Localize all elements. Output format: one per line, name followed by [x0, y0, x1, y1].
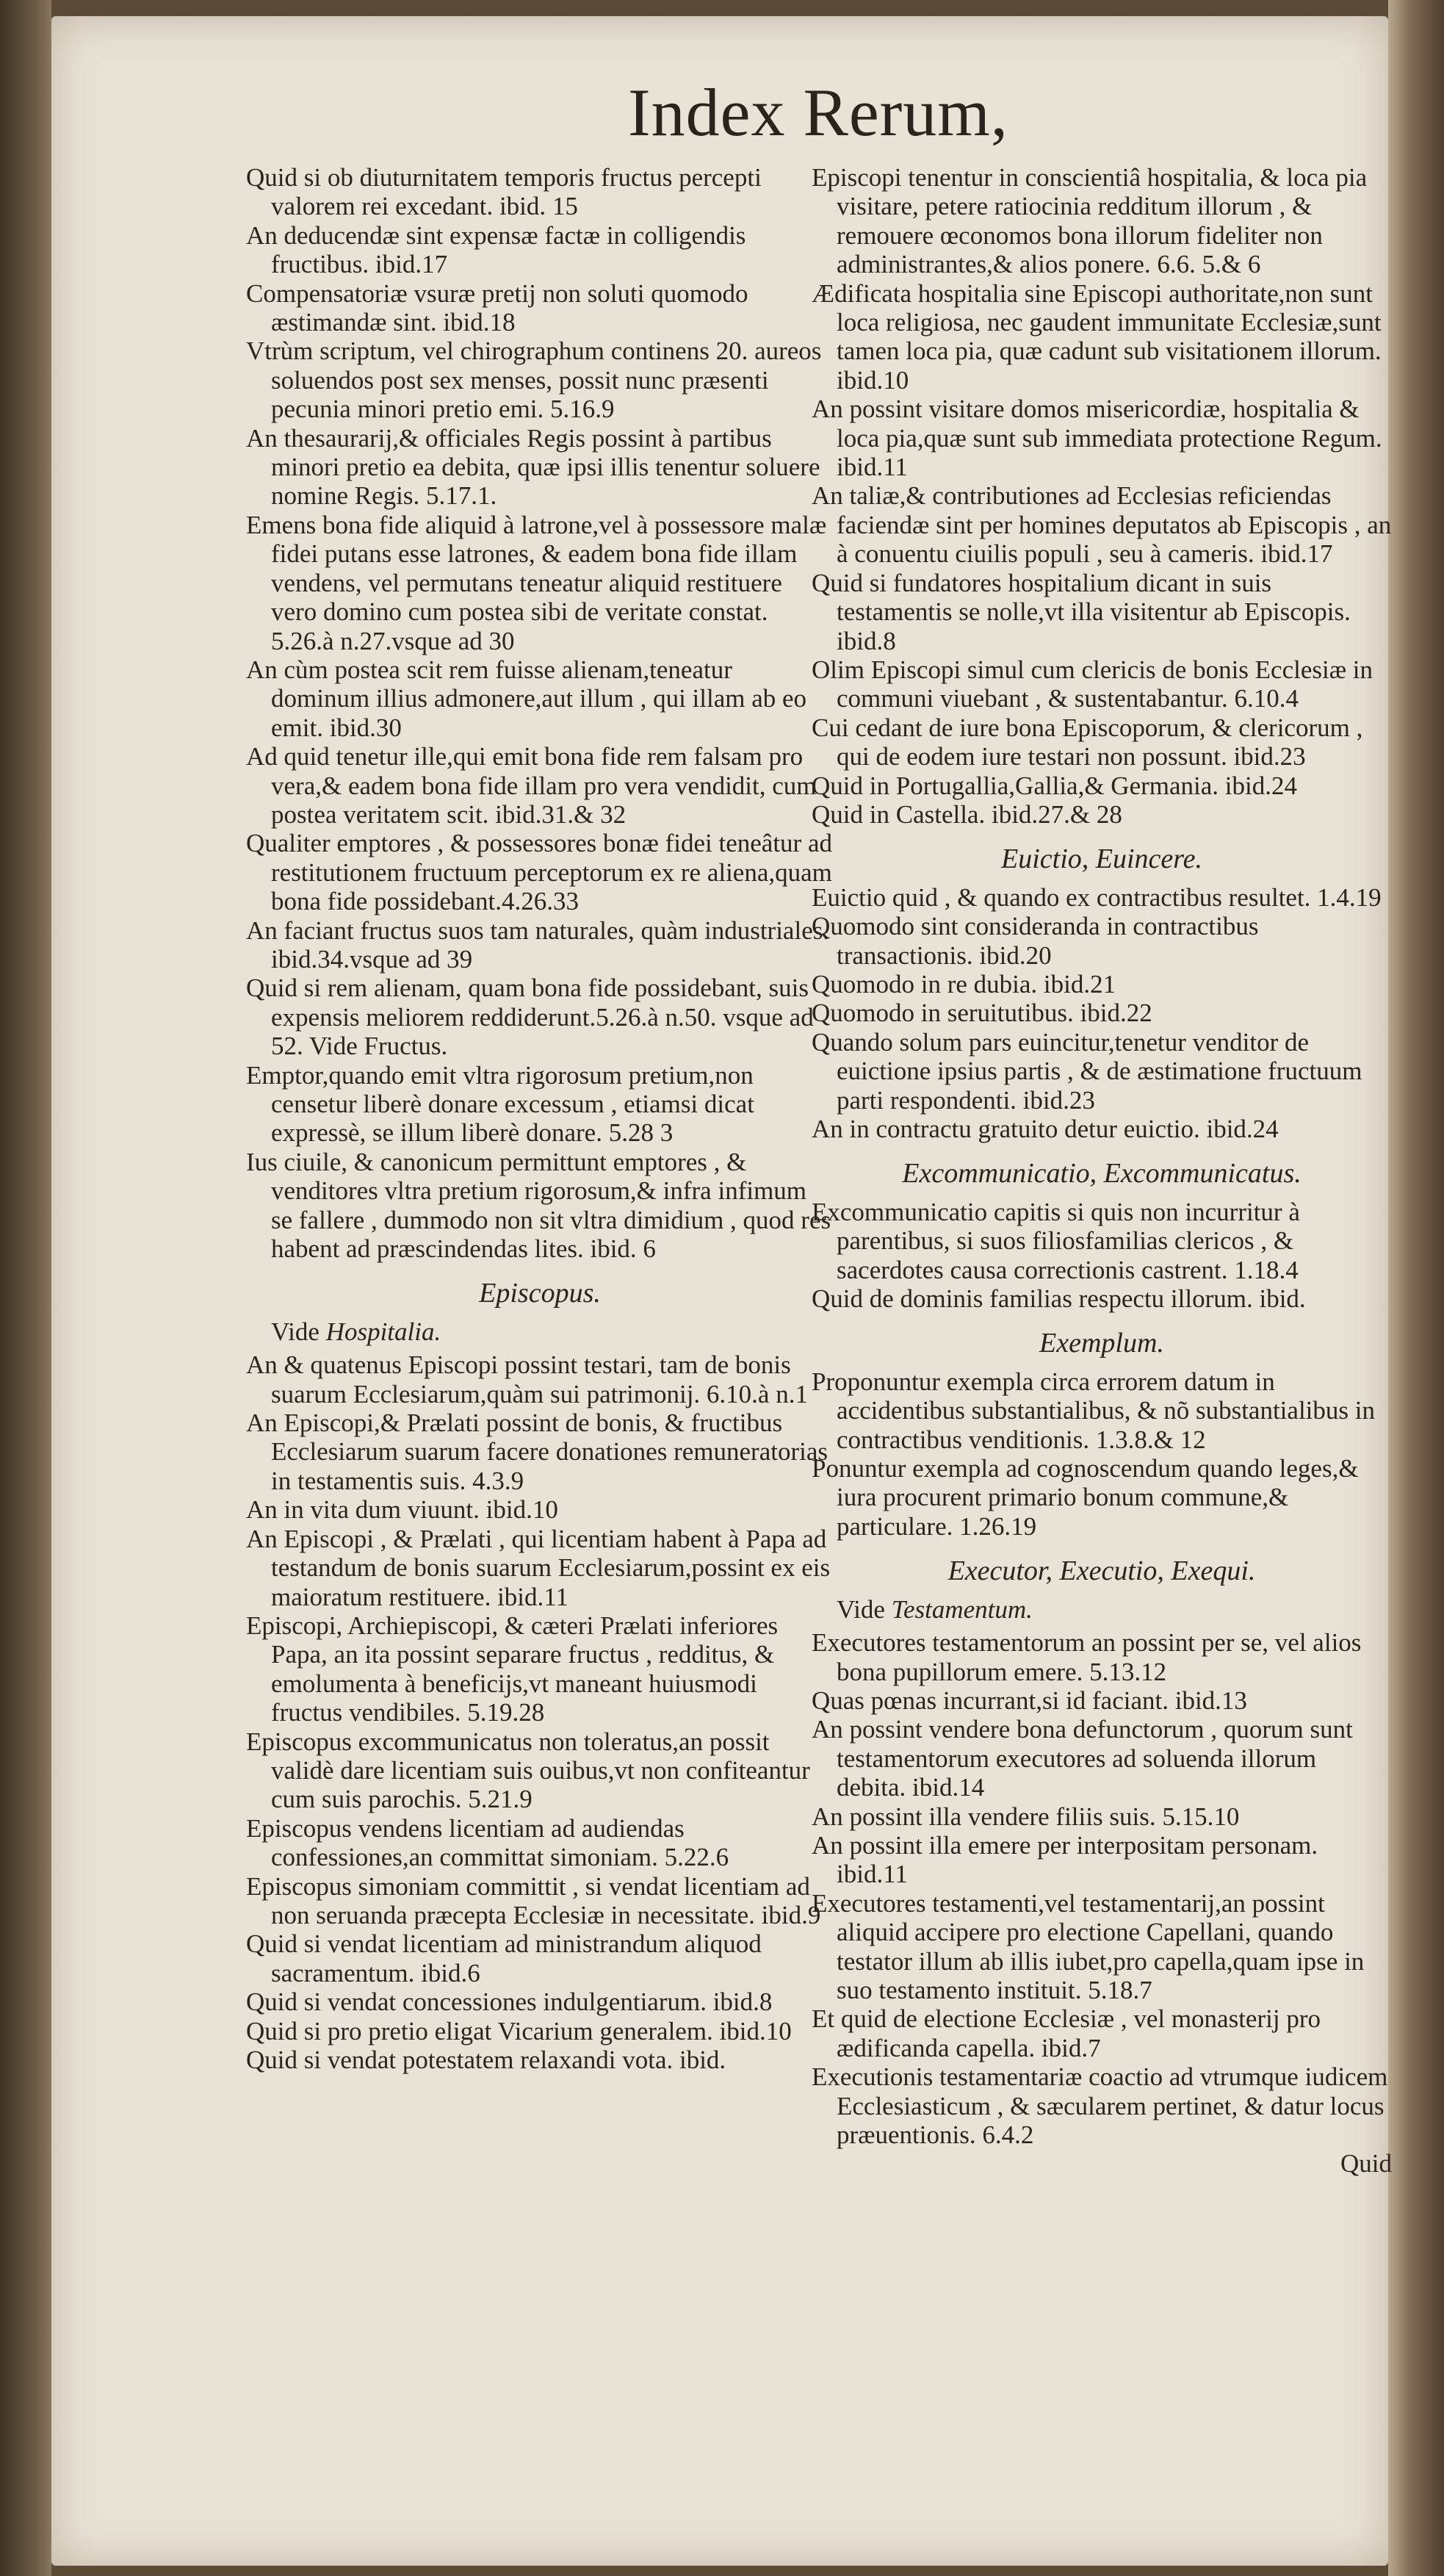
index-entry: Ius ciuile, & canonicum permittunt emptores , & venditores vltra pretium rigorosum,& infra infimum se fallere , dummodo non sit vltra dimidium , quod res habent ad præscindendas lites. ibid. 6: [246, 1147, 831, 1264]
index-entry: Quid si vendat licentiam ad ministrandum aliquod sacramentum. ibid.6: [246, 1929, 762, 1987]
index-entry: Quid si vendat potestatem relaxandi vota. ibid.: [246, 2046, 726, 2074]
book-gutter: [0, 0, 51, 2576]
index-section-heading: Exemplum.: [1039, 1328, 1164, 1359]
index-entry: Quid si ob diuturnitatem temporis fructus percepti valorem rei excedant. ibid. 15: [246, 163, 762, 221]
index-entry: Episcopus simoniam committit , si vendat licentiam ad non seruanda præcepta Ecclesiæ in necessitate. ibid.9: [246, 1871, 821, 1929]
index-entry: An possint illa emere per interpositam personam. ibid.11: [812, 1830, 1318, 1889]
index-section-heading: Executor, Executio, Exequi.: [947, 1555, 1256, 1587]
index-entry: Ad quid tenetur ille,qui emit bona fide rem falsam pro vera,& eadem bona fide illam pro vera vendidit, cum postea veritatem scit. ibid.31.& 32: [246, 742, 817, 829]
index-entry: Quid si rem alienam, quam bona fide possidebant, suis expensis meliorem reddiderunt.5.26.à n.50. vsque ad 52. Vide Fructus.: [246, 974, 814, 1061]
index-entry: Proponuntur exempla circa errorem datum in accidentibus substantialibus, & nõ substantialibus in contractibus venditionis. 1.3.8.& 12: [812, 1367, 1375, 1454]
index-entry: Quas pœnas incurrant,si id faciant. ibid.13: [812, 1685, 1247, 1715]
see-also-target: Hospitalia.: [325, 1317, 441, 1346]
index-entry: Cui cedant de iure bona Episcoporum, & clericorum , qui de eodem iure testari non possunt. ibid.23: [812, 713, 1363, 771]
index-entry: Quid de dominis familias respectu illorum. ibid.: [812, 1284, 1306, 1314]
index-entry: Quomodo sint consideranda in contractibus transactionis. ibid.20: [812, 912, 1259, 970]
catchword: Quid: [1340, 2149, 1392, 2179]
index-entry: Quid si pro pretio eligat Vicarium generalem. ibid.10: [246, 2016, 792, 2046]
index-entry: Euictio quid , & quando ex contractibus resultet. 1.4.19: [812, 882, 1382, 912]
index-entry: Et quid de electione Ecclesiæ , vel monasterij pro ædificanda capella. ibid.7: [812, 2004, 1321, 2062]
index-entry: Olim Episcopi simul cum clericis de bonis Ecclesiæ in communi viuebant , & sustentabantur. 6.10.4: [812, 655, 1373, 713]
see-also-prefix: Vide: [837, 1594, 892, 1624]
index-entry: Quid si fundatores hospitalium dicant in suis testamentis se nolle,vt illa visitentur ab Episcopis. ibid.8: [812, 568, 1351, 655]
index-entry: An in vita dum viuunt. ibid.10: [246, 1495, 558, 1525]
book-fore-edge: [1388, 0, 1444, 2576]
index-entry: Emens bona fide aliquid à latrone,vel à possessore malæ fidei putans esse latrones, & eadem bona fide illam vendens, vel permutans teneatur aliquid restituere vero domino cum postea sibi de veritate constat. 5.26.à n.27.vsque ad 30: [246, 510, 827, 655]
index-entry: Executores testamenti,vel testamentarij,an possint aliquid accipere pro electione Capellani, quando testator illum ab illis iubet,pro capella,quam ipse in suo testamento instituit. 5.18.7: [812, 1888, 1365, 2004]
index-entry: Quid si vendat concessiones indulgentiarum. ibid.8: [246, 1987, 773, 2017]
index-entry: An & quatenus Episcopi possint testari, tam de bonis suarum Ecclesiarum,quàm sui patrimonij. 6.10.à n.1: [246, 1350, 808, 1408]
page-title: Index Rerum,: [628, 75, 1008, 150]
index-entry: An faciant fructus suos tam naturales, quàm industriales. ibid.34.vsque ad 39: [246, 915, 830, 974]
see-also-prefix: Vide: [271, 1317, 326, 1346]
index-entry: An cùm postea scit rem fuisse alienam,teneatur dominum illius admonere,aut illum , qui illam ab eo emit. ibid.30: [246, 655, 807, 742]
index-entry: Quomodo in re dubia. ibid.21: [812, 969, 1116, 999]
index-entry: Quid in Portugallia,Gallia,& Germania. ibid.24: [812, 771, 1297, 800]
index-entry: Emptor,quando emit vltra rigorosum pretium,non censetur liberè donare excessum , etiamsi dicat expressè, se illum liberè donare. 5.28 3: [246, 1060, 754, 1148]
index-entry: Ponuntur exempla ad cognoscendum quando leges,& iura procurent primario bonum commune,& particulare. 1.26.19: [812, 1454, 1359, 1541]
index-entry: Excommunicatio capitis si quis non incurritur à parentibus, si suos filiosfamilias clericos , & sacerdotes causa correctionis castrent. 1.18.4: [812, 1197, 1300, 1284]
index-entry: Qualiter emptores , & possessores bonæ fidei teneâtur ad restitutionem fructuum perceptorum ex re aliena,quam bona fide possidebant.4.26.33: [246, 829, 832, 916]
index-entry: Compensatoriæ vsuræ pretij non soluti quomodo æstimandæ sint. ibid.18: [246, 278, 748, 337]
right-index-column: [812, 163, 1392, 2179]
index-entry: Episcopus excommunicatus non toleratus,an possit validè dare licentiam suis ouibus,vt non confiteantur cum suis parochis. 5.21.9: [246, 1727, 810, 1814]
index-entry: Quomodo in seruitutibus. ibid.22: [812, 999, 1152, 1028]
index-entry: An Episcopi,& Prælati possint de bonis, & fructibus Ecclesiarum suarum facere donationes remuneratorias in testamentis suis. 4.3.9: [246, 1408, 828, 1495]
index-entry: Episcopus vendens licentiam ad audiendas confessiones,an committat simoniam. 5.22.6: [246, 1813, 729, 1872]
see-also-reference: [246, 1317, 834, 1346]
see-also-reference: [812, 1595, 1392, 1624]
index-entry: Quando solum pars euincitur,tenetur venditor de euictione ipsius partis , & de æstimatione fructuum parti respondenti. ibid.23: [812, 1027, 1362, 1115]
index-section-heading: Episcopus.: [479, 1278, 601, 1309]
left-index-column: [246, 163, 834, 2074]
index-entry: Episcopi tenentur in conscientiâ hospitalia, & loca pia visitare, petere ratiocinia redditum illorum , & remouere œconomos bona illorum fideliter non administrantes,& alios ponere. 6.6. 5.& 6: [812, 163, 1368, 279]
index-entry: An taliæ,& contributiones ad Ecclesias reficiendas faciendæ sint per homines deputatos ab Episcopis , an à conuentu ciuilis populi , seu à cameris. ibid.17: [812, 481, 1392, 569]
see-also-target: Testamentum.: [891, 1594, 1033, 1624]
index-section-heading: Euictio, Euincere.: [1001, 843, 1202, 875]
index-entry: An possint vendere bona defunctorum , quorum sunt testamentorum executores ad soluenda illorum debita. ibid.14: [812, 1715, 1353, 1802]
index-entry: Episcopi, Archiepiscopi, & cæteri Prælati inferiores Papa, an ita possint separare fructus , redditus, & emolumenta à beneficijs,vt maneant huiusmodi fructus vendibiles. 5.19.28: [246, 1611, 779, 1727]
index-section-heading: Excommunicatio, Excommunicatus.: [902, 1158, 1302, 1190]
index-entry: Executionis testamentariæ coactio ad vtrumque iudicem Ecclesiasticum , & sæcularem pertinet, & datur locus præuentionis. 6.4.2: [812, 2062, 1388, 2149]
index-entry: An possint visitare domos misericordiæ, hospitalia & loca pia,quæ sunt sub immediata protectione Regum. ibid.11: [812, 395, 1382, 482]
index-entry: An possint illa vendere filiis suis. 5.15.10: [812, 1802, 1240, 1831]
index-entry: Executores testamentorum an possint per se, vel alios bona pupillorum emere. 5.13.12: [812, 1628, 1362, 1686]
index-entry: Vtrùm scriptum, vel chirographum continens 20. aureos soluendos post sex menses, possit nunc præsenti pecunia minori pretio emi. 5.16.9: [246, 337, 822, 424]
index-entry: An thesaurarij,& officiales Regis possint à partibus minori pretio ea debita, quæ ipsi illis tenentur soluere nomine Regis. 5.17.1.: [246, 423, 820, 511]
index-entry: An deducendæ sint expensæ factæ in colligendis fructibus. ibid.17: [246, 220, 746, 279]
index-entry: An Episcopi , & Prælati , qui licentiam habent à Papa ad testandum de bonis suarum Ecclesiarum,possint ex eis maioratum restituere. ibid.11: [246, 1524, 831, 1611]
index-entry: Quid in Castella. ibid.27.& 28: [812, 799, 1122, 829]
index-entry: An in contractu gratuito detur euictio. ibid.24: [812, 1115, 1279, 1143]
index-entry: Ædificata hospitalia sine Episcopi authoritate,non sunt loca religiosa, nec gaudent immunitate Ecclesiæ,sunt tamen loca pia, quæ cadunt sub visitationem illorum. ibid.10: [812, 278, 1382, 395]
